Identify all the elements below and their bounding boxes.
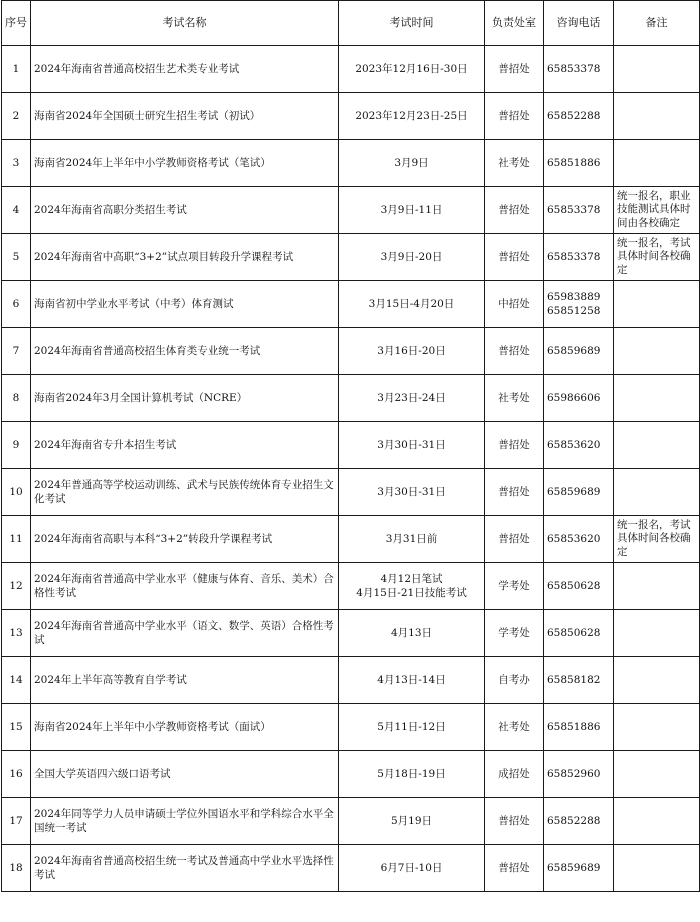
cell-exam-name: 2024年海南省普通高校招生统一考试及普通高中学业水平选择性考试 [31,845,339,892]
cell-phone [544,422,614,469]
phone-number: 65853620 [547,532,601,545]
cell-department: 社考处 [485,375,544,422]
cell-exam-time [339,187,485,234]
cell-department: 中招处 [485,281,544,328]
cell-department: 普招处 [485,422,544,469]
phone-number: 65851886 [547,156,601,169]
cell-department: 成招处 [485,751,544,798]
cell-note [614,704,700,751]
cell-phone [544,657,614,704]
cell-note [614,563,700,610]
cell-exam-name: 2024年海南省专升本招生考试 [31,422,339,469]
phone-number: 65983889 [547,290,601,303]
cell-exam-name: 2024年海南省中高职“3+2”试点项目转段升学课程考试 [31,234,339,281]
cell-department: 普招处 [485,46,544,93]
cell-phone [544,281,614,328]
cell-note: 统一报名，职业技能测试具体时间由各校确定 [614,187,700,234]
cell-phone [544,469,614,516]
cell-exam-time [339,328,485,375]
phone-number: 65853378 [547,62,601,75]
table-row [2,140,700,187]
cell-exam-name: 2024年海南省普通高校招生体育类专业统一考试 [31,328,339,375]
table-row [2,751,700,798]
table-row [2,375,700,422]
cell-phone [544,187,614,234]
header-phone: 咨询电话 [544,1,614,46]
table-body [2,46,700,892]
exam-time-line: 2023年12月23日-25日 [355,109,468,122]
phone-number: 65853378 [547,250,601,263]
cell-note [614,328,700,375]
table-row [2,516,700,563]
cell-exam-name: 海南省2024年全国硕士研究生招生考试（初试） [31,93,339,140]
cell-exam-time [339,422,485,469]
cell-no: 17 [2,798,31,845]
phone-number: 65853620 [547,438,601,451]
cell-note: 统一报名，考试具体时间各校确定 [614,234,700,281]
cell-phone [544,375,614,422]
phone-number: 65852960 [547,767,601,780]
cell-phone [544,328,614,375]
phone-number: 65986606 [547,391,601,404]
cell-note [614,610,700,657]
exam-time-line: 6月7日-10日 [380,861,443,874]
cell-note [614,469,700,516]
cell-no: 10 [2,469,31,516]
exam-time-line: 3月16日-20日 [377,344,446,357]
exam-time-line: 3月30日-31日 [377,438,446,451]
cell-phone [544,563,614,610]
header-exam-time: 考试时间 [339,1,485,46]
cell-exam-time [339,516,485,563]
phone-number: 65859689 [547,344,601,357]
table-row [2,281,700,328]
cell-exam-time [339,375,485,422]
phone-number: 65853378 [547,203,601,216]
cell-exam-name: 2024年上半年高等教育自学考试 [31,657,339,704]
cell-phone [544,751,614,798]
cell-note [614,140,700,187]
cell-department: 社考处 [485,140,544,187]
phone-number: 65852288 [547,109,601,122]
cell-exam-time [339,140,485,187]
table-row [2,563,700,610]
cell-exam-name: 2024年海南省高职与本科“3+2”转段升学课程考试 [31,516,339,563]
cell-no: 13 [2,610,31,657]
cell-department: 普招处 [485,516,544,563]
cell-department: 普招处 [485,328,544,375]
table-row [2,610,700,657]
table-row [2,657,700,704]
cell-exam-name: 2024年普通高等学校运动训练、武术与民族传统体育专业招生文化考试 [31,469,339,516]
cell-no: 9 [2,422,31,469]
cell-note [614,798,700,845]
cell-phone [544,93,614,140]
cell-no: 16 [2,751,31,798]
cell-department: 普招处 [485,187,544,234]
cell-phone [544,845,614,892]
header-department: 负责处室 [485,1,544,46]
phone-number: 65852288 [547,814,601,827]
cell-department: 自考办 [485,657,544,704]
table-row [2,704,700,751]
exam-time-line: 5月11日-12日 [377,720,446,733]
table-row [2,845,700,892]
cell-note [614,845,700,892]
cell-no: 1 [2,46,31,93]
exam-time-line: 3月9日-11日 [380,203,443,216]
header-note: 备注 [614,1,700,46]
cell-no: 14 [2,657,31,704]
cell-note: 统一报名，考试具体时间各校确定 [614,516,700,563]
cell-department: 学考处 [485,563,544,610]
cell-exam-name: 海南省2024年3月全国计算机考试（NCRE） [31,375,339,422]
exam-time-line: 3月30日-31日 [377,485,446,498]
cell-exam-name: 2024年同等学力人员申请硕士学位外国语水平和学科综合水平全国统一考试 [31,798,339,845]
cell-exam-name: 海南省初中学业水平考试（中考）体育测试 [31,281,339,328]
phone-number: 65859689 [547,861,601,874]
cell-department: 普招处 [485,469,544,516]
cell-department: 普招处 [485,845,544,892]
exam-time-line: 4月13日-14日 [377,673,446,686]
exam-time-line: 3月23日-24日 [377,391,446,404]
cell-note [614,93,700,140]
phone-number: 65858182 [547,673,601,686]
cell-no: 2 [2,93,31,140]
cell-phone [544,234,614,281]
cell-department: 普招处 [485,234,544,281]
table-row [2,469,700,516]
cell-exam-name: 2024年海南省高职分类招生考试 [31,187,339,234]
table-row [2,46,700,93]
table-row [2,187,700,234]
cell-exam-time [339,234,485,281]
header-no: 序号 [2,1,31,46]
cell-note [614,422,700,469]
cell-no: 12 [2,563,31,610]
table-row [2,422,700,469]
cell-exam-time [339,281,485,328]
cell-exam-time [339,563,485,610]
cell-phone [544,46,614,93]
cell-department: 学考处 [485,610,544,657]
cell-exam-name: 2024年海南省普通高校招生艺术类专业考试 [31,46,339,93]
table-row [2,328,700,375]
cell-phone [544,704,614,751]
table-row [2,234,700,281]
cell-exam-time [339,751,485,798]
exam-time-line: 5月19日 [390,814,433,827]
cell-exam-time [339,610,485,657]
header-exam-name: 考试名称 [31,1,339,46]
phone-number: 65851258 [547,305,601,317]
exam-time-line: 4月12日笔试 [380,572,443,585]
table-row [2,93,700,140]
cell-exam-name: 全国大学英语四六级口语考试 [31,751,339,798]
cell-note [614,46,700,93]
exam-time-line: 4月13日 [390,626,433,639]
cell-exam-time [339,798,485,845]
exam-time-line: 2023年12月16日-30日 [355,62,468,75]
cell-no: 5 [2,234,31,281]
cell-phone [544,516,614,563]
cell-exam-name: 海南省2024年上半年中小学教师资格考试（笔试） [31,140,339,187]
cell-phone [544,798,614,845]
exam-schedule-table [1,0,700,892]
phone-number: 65859689 [547,485,601,498]
cell-note [614,375,700,422]
cell-department: 普招处 [485,93,544,140]
cell-no: 4 [2,187,31,234]
cell-no: 18 [2,845,31,892]
exam-time-line: 3月9日 [394,156,429,169]
phone-number: 65851886 [547,720,601,733]
cell-exam-time [339,46,485,93]
cell-department: 社考处 [485,704,544,751]
cell-note [614,751,700,798]
cell-phone [544,140,614,187]
table-row [2,798,700,845]
cell-no: 8 [2,375,31,422]
cell-exam-name: 海南省2024年上半年中小学教师资格考试（面试） [31,704,339,751]
exam-time-line: 3月15日-4月20日 [368,297,455,310]
cell-phone [544,610,614,657]
cell-exam-time [339,469,485,516]
exam-time-line: 3月9日-20日 [380,250,443,263]
cell-no: 11 [2,516,31,563]
exam-time-line: 3月31日前 [385,532,438,545]
cell-no: 7 [2,328,31,375]
phone-number: 65850628 [547,579,601,592]
exam-time-line: 5月18日-19日 [377,767,446,780]
cell-exam-time [339,845,485,892]
table-header-row [2,1,700,46]
cell-exam-time [339,93,485,140]
exam-time-line: 4月15日-21日技能考试 [356,587,467,599]
cell-no: 6 [2,281,31,328]
cell-note [614,657,700,704]
cell-no: 15 [2,704,31,751]
cell-exam-name: 2024年海南省普通高中学业水平（语文、数学、英语）合格性考试 [31,610,339,657]
phone-number: 65850628 [547,626,601,639]
cell-department: 普招处 [485,798,544,845]
cell-exam-time [339,657,485,704]
cell-exam-time [339,704,485,751]
cell-no: 3 [2,140,31,187]
cell-note [614,281,700,328]
cell-exam-name: 2024年海南省普通高中学业水平（健康与体育、音乐、美术）合格性考试 [31,563,339,610]
